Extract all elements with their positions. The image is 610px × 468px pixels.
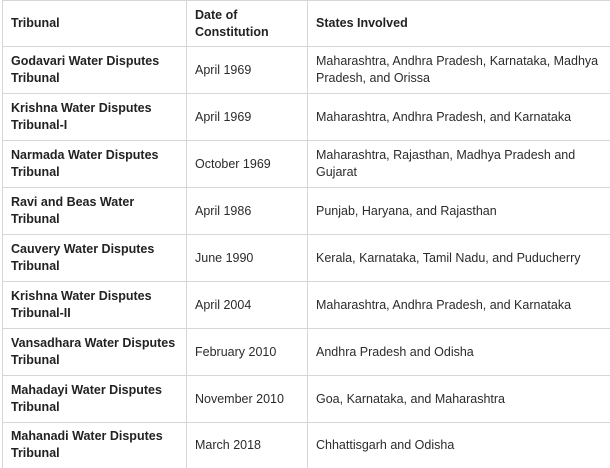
constitution-date: February 2010 [187, 329, 308, 376]
header-states-involved: States Involved [308, 1, 610, 47]
constitution-date: November 2010 [187, 376, 308, 423]
table-row [3, 282, 610, 329]
header-date-of-constitution: Date of Constitution [187, 1, 308, 47]
table-row [3, 423, 610, 468]
states-involved: Punjab, Haryana, and Rajasthan [308, 188, 610, 235]
constitution-date: April 1986 [187, 188, 308, 235]
table-row [3, 188, 610, 235]
tribunal-name: Narmada Water Disputes Tribunal [3, 141, 187, 188]
tribunal-name: Ravi and Beas Water Tribunal [3, 188, 187, 235]
tribunal-name: Mahadayi Water Disputes Tribunal [3, 376, 187, 423]
tribunal-name: Krishna Water Disputes Tribunal-II [3, 282, 187, 329]
header-tribunal: Tribunal [3, 1, 187, 47]
table-body [3, 47, 610, 468]
constitution-date: March 2018 [187, 423, 308, 468]
states-involved: Maharashtra, Andhra Pradesh, Karnataka, Madhya Pradesh, and Orissa [308, 47, 610, 94]
header-row [3, 1, 610, 47]
table-header [3, 1, 610, 47]
tribunal-name: Vansadhara Water Disputes Tribunal [3, 329, 187, 376]
constitution-date: April 1969 [187, 47, 308, 94]
states-involved: Andhra Pradesh and Odisha [308, 329, 610, 376]
constitution-date: October 1969 [187, 141, 308, 188]
states-involved: Maharashtra, Andhra Pradesh, and Karnataka [308, 282, 610, 329]
tribunals-table [2, 0, 610, 468]
states-involved: Maharashtra, Rajasthan, Madhya Pradesh and Gujarat [308, 141, 610, 188]
tribunal-name: Cauvery Water Disputes Tribunal [3, 235, 187, 282]
tribunal-name: Godavari Water Disputes Tribunal [3, 47, 187, 94]
constitution-date: April 1969 [187, 94, 308, 141]
tribunal-name: Mahanadi Water Disputes Tribunal [3, 423, 187, 468]
table-row [3, 141, 610, 188]
states-involved: Chhattisgarh and Odisha [308, 423, 610, 468]
table-row [3, 329, 610, 376]
table-row [3, 376, 610, 423]
table-row [3, 47, 610, 94]
states-involved: Kerala, Karnataka, Tamil Nadu, and Puducherry [308, 235, 610, 282]
states-involved: Maharashtra, Andhra Pradesh, and Karnataka [308, 94, 610, 141]
constitution-date: June 1990 [187, 235, 308, 282]
table-row [3, 235, 610, 282]
constitution-date: April 2004 [187, 282, 308, 329]
table-row [3, 94, 610, 141]
tribunal-name: Krishna Water Disputes Tribunal-I [3, 94, 187, 141]
states-involved: Goa, Karnataka, and Maharashtra [308, 376, 610, 423]
